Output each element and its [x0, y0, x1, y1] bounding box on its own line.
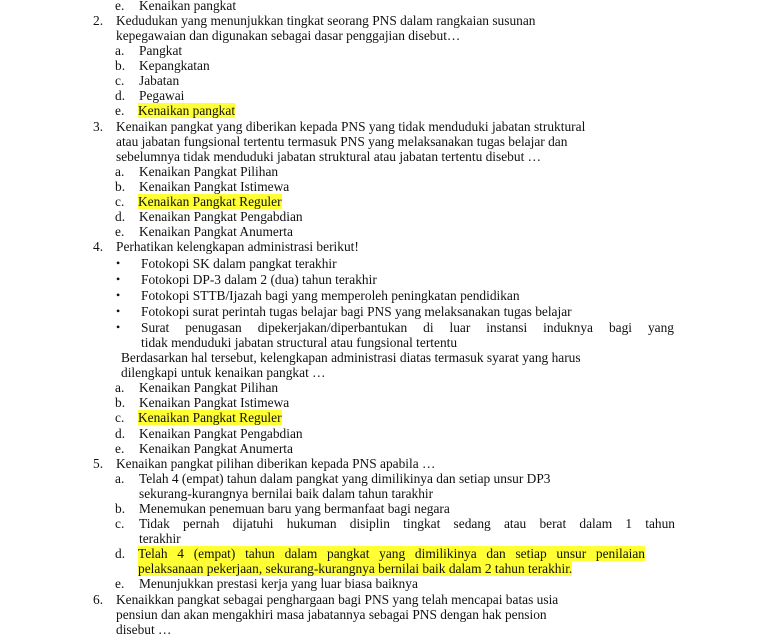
option-letter: b.: [115, 501, 126, 516]
option-text: Kenaikan Pangkat Anumerta: [139, 224, 293, 239]
option-letter: e.: [115, 576, 125, 591]
option-letter: e.: [115, 0, 125, 13]
highlighted-answer: pelaksanaan pekerjaan, sekurang-kurangnya bernilai baik dalam 2 tahun terakhir.: [138, 561, 573, 576]
option-letter: b.: [115, 58, 126, 73]
option-text: Pegawai: [139, 88, 185, 103]
option-letter: d.: [115, 88, 126, 103]
option-text: Kenaikan Pangkat Pengabdian: [139, 426, 303, 441]
option-letter: c.: [115, 516, 125, 531]
highlighted-answer: Kenaikan Pangkat Reguler: [138, 410, 282, 425]
option-letter: a.: [115, 164, 125, 179]
option-letter: e.: [115, 103, 125, 118]
bullet-text: Fotokopi surat perintah tugas belajar bagi PNS yang melaksanakan tugas belajar: [141, 304, 572, 319]
option-text: sekurang-kurangnya bernilai baik dalam tahun tarakhir: [139, 486, 434, 501]
option-text: Menemukan penemuan baru yang bermanfaat bagi negara: [139, 501, 450, 516]
option-letter: c.: [115, 410, 125, 425]
question-text: Kenaikkan pangkat sebagai penghargaan bagi PNS yang telah mencapai batas usia: [116, 592, 559, 607]
highlighted-answer: Telah 4 (empat) tahun dalam pangkat yang dimilikinya dan setiap unsur penilaian: [138, 546, 645, 561]
option-text: Kenaikan Pangkat Istimewa: [139, 395, 290, 410]
question-number: 4.: [93, 239, 104, 254]
bullet-text: Fotokopi SK dalam pangkat terakhir: [141, 256, 337, 271]
option-text: Menunjukkan prestasi kerja yang luar biasa baiknya: [139, 576, 418, 591]
option-letter: a.: [115, 43, 125, 58]
question-number: 5.: [93, 456, 104, 471]
option-letter: b.: [115, 395, 126, 410]
highlighted-answer: Kenaikan Pangkat Reguler: [138, 194, 282, 209]
question-number: 6.: [93, 592, 104, 607]
option-text: Kenaikan Pangkat Pilihan: [139, 380, 279, 395]
option-letter: c.: [115, 194, 125, 209]
question-text: kepegawaian dan digunakan sebagai dasar penggajian disebut…: [116, 28, 461, 43]
question-text: sebelumnya tidak menduduki jabatan struktural atau jabatan tertentu disebut …: [116, 149, 542, 164]
bullet-icon: •: [116, 256, 121, 270]
option-text: Kenaikan Pangkat Istimewa: [139, 179, 290, 194]
bullet-icon: •: [116, 304, 121, 318]
option-text: terakhir: [139, 531, 181, 546]
question-text: Berdasarkan hal tersebut, kelengkapan administrasi diatas termasuk syarat yang harus: [121, 350, 581, 365]
question-text: Kenaikan pangkat yang diberikan kepada PNS yang tidak menduduki jabatan struktural: [116, 119, 586, 134]
bullet-text: tidak menduduki jabatan structural atau fungsional tertentu: [141, 335, 458, 350]
option-letter: d.: [115, 209, 126, 224]
option-letter: d.: [115, 426, 126, 441]
question-text: Kedudukan yang menunjukkan tingkat seorang PNS dalam rangkaian susunan: [116, 13, 536, 28]
bullet-text: Surat penugasan dipekerjakan/diperbantukan di luar instansi induknya bagi yang: [141, 320, 674, 335]
question-text: atau jabatan fungsional tertentu termasuk PNS yang melaksanakan tugas belajar dan: [116, 134, 568, 149]
bullet-icon: •: [116, 288, 121, 302]
bullet-text: Fotokopi DP-3 dalam 2 (dua) tahun terakhir: [141, 272, 377, 287]
bullet-text: Fotokopi STTB/Ijazah bagi yang memperoleh peningkatan pendidikan: [141, 288, 520, 303]
question-text: disebut …: [116, 622, 172, 637]
option-text: Jabatan: [139, 73, 180, 88]
bullet-icon: •: [116, 272, 121, 286]
question-number: 3.: [93, 119, 104, 134]
option-letter: c.: [115, 73, 125, 88]
question-number: 2.: [93, 13, 104, 28]
question-text: dilengkapi untuk kenaikan pangkat …: [121, 365, 326, 380]
option-letter: e.: [115, 224, 125, 239]
option-letter: a.: [115, 380, 125, 395]
highlighted-answer: Kenaikan pangkat: [138, 103, 236, 118]
option-text: Kenaikan Pangkat Anumerta: [139, 441, 293, 456]
option-text: Kenaikan pangkat: [139, 0, 237, 13]
question-text: pensiun dan akan mengakhiri masa jabatannya sebagai PNS dengan hak pension: [116, 607, 547, 622]
option-text: Telah 4 (empat) tahun dalam pangkat yang dimilikinya dan setiap unsur DP3: [139, 471, 551, 486]
option-text: Pangkat: [139, 43, 183, 58]
option-letter: e.: [115, 441, 125, 456]
option-letter: d.: [115, 546, 126, 561]
option-text: Kenaikan Pangkat Pilihan: [139, 164, 279, 179]
question-text: Kenaikan pangkat pilihan diberikan kepada PNS apabila …: [116, 456, 436, 471]
question-text: Perhatikan kelengkapan administrasi berikut!: [116, 239, 359, 254]
option-text: Kenaikan Pangkat Pengabdian: [139, 209, 303, 224]
option-letter: a.: [115, 471, 125, 486]
bullet-icon: •: [116, 320, 121, 334]
option-text: Kepangkatan: [139, 58, 210, 73]
option-text: Tidak pernah dijatuhi hukuman disiplin tingkat sedang atau berat dalam 1 tahun: [139, 516, 675, 531]
option-letter: b.: [115, 179, 126, 194]
